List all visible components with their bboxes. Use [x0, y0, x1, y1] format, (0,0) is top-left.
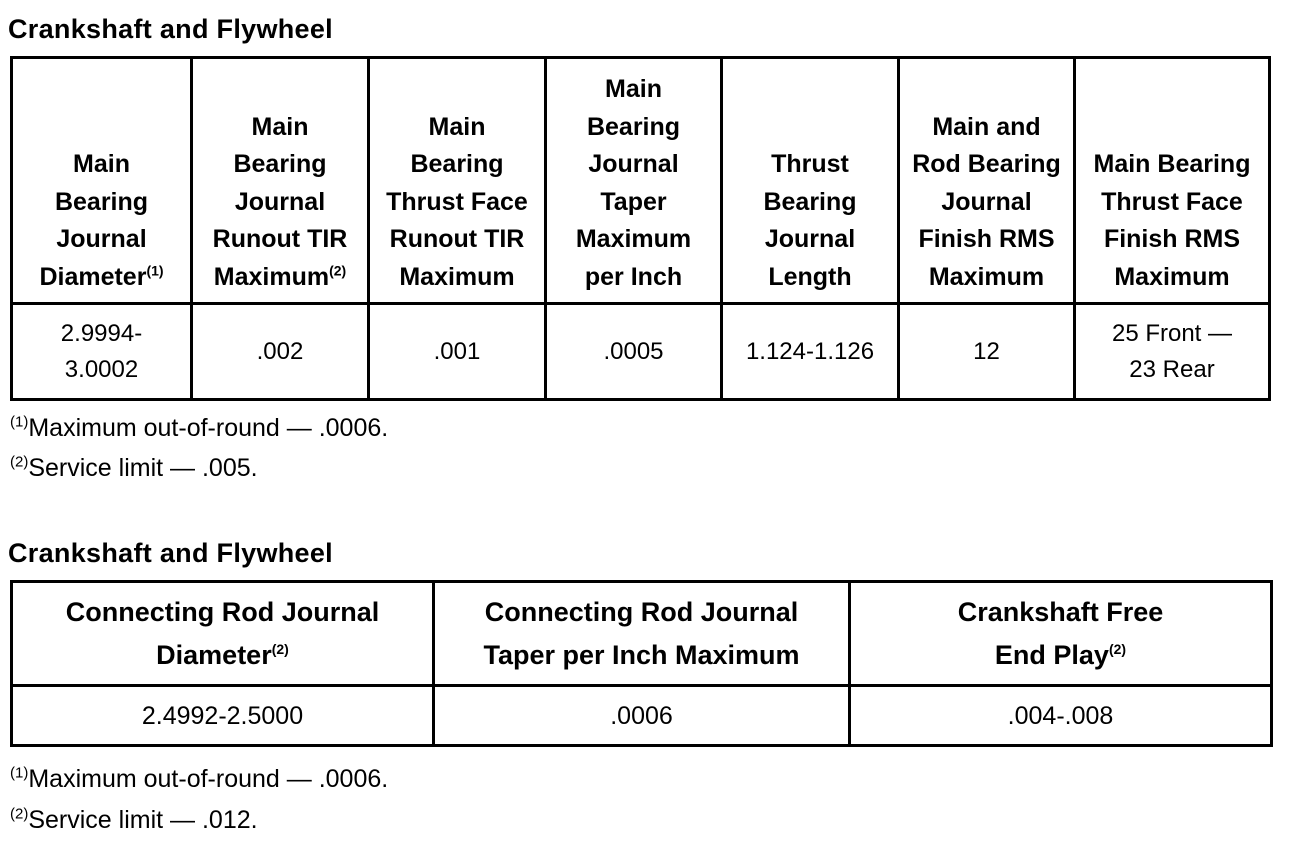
column-header	[434, 582, 850, 686]
table-cell	[850, 686, 1272, 746]
table-cell	[899, 304, 1075, 400]
cell-value: .002	[256, 337, 304, 365]
table-row	[12, 304, 1270, 400]
cell-value: 25 Front —	[1111, 319, 1233, 347]
column-header-line: Finish RMS	[918, 225, 1055, 253]
footnote-marker: (2)	[1108, 640, 1127, 657]
table-cell	[192, 304, 369, 400]
column-header-line: Bearing	[410, 150, 504, 178]
footnote-2: $^{(2)}$Service limit — .005.	[10, 453, 258, 482]
footnote-1: $^{(1)}$Maximum out-of-round — .0006.	[10, 413, 389, 442]
column-header	[12, 58, 192, 304]
column-header-line: Connecting Rod Journal	[65, 596, 380, 627]
column-header-line: per Inch	[584, 262, 683, 291]
cell-value: .001	[433, 337, 481, 365]
column-header-line: Connecting Rod Journal	[484, 596, 799, 627]
column-header	[192, 58, 369, 304]
column-header-line: Main and	[932, 112, 1041, 141]
column-header-line: Bearing	[763, 187, 857, 216]
cell-value: 2.4992-2.5000	[141, 701, 304, 730]
column-header-line: Maximum	[1114, 262, 1230, 291]
column-header-line: Bearing	[586, 112, 681, 141]
cell-value: 3.0002	[64, 355, 139, 383]
table-header-row	[12, 58, 1270, 304]
table-cell	[12, 304, 192, 400]
column-header-line: Maximum	[928, 262, 1045, 291]
footnote-marker: (2)	[329, 262, 347, 279]
table-cell	[1075, 304, 1270, 400]
column-header-line: Journal	[764, 225, 856, 253]
column-header-line: Main	[605, 75, 662, 103]
footnote-1: $^{(1)}$Maximum out-of-round — .0006.	[10, 764, 389, 793]
column-header-line: Main Bearing	[1093, 150, 1251, 178]
column-header-line: Thrust Face	[386, 187, 528, 216]
table-cell	[434, 686, 850, 746]
column-header-line: Runout TIR	[389, 225, 525, 253]
footnote-marker: (2)	[271, 640, 289, 657]
column-header	[722, 58, 899, 304]
crankshaft-flywheel-spec-table-2	[10, 580, 1273, 747]
table-cell	[369, 304, 546, 400]
column-header-line: Thrust Face	[1101, 187, 1243, 216]
column-header	[850, 582, 1272, 686]
footnote-marker: (1)	[146, 262, 164, 279]
column-header	[1075, 58, 1270, 304]
cell-value: 1.124-1.126	[745, 337, 875, 365]
column-header-line: Length	[768, 262, 852, 291]
column-header	[12, 582, 434, 686]
cell-value: 12	[973, 337, 1000, 365]
column-header-line: Crankshaft Free	[957, 596, 1164, 627]
column-header-line: Thrust	[771, 150, 849, 178]
column-header	[369, 58, 546, 304]
column-header-line: Taper	[600, 187, 667, 216]
column-header-line: Runout TIR	[212, 225, 348, 253]
cell-value: .0006	[610, 701, 673, 730]
column-header	[546, 58, 722, 304]
cell-value: 23 Rear	[1129, 355, 1215, 383]
column-header-line: Bearing	[54, 187, 149, 216]
column-header-line: Diameter	[39, 262, 147, 291]
column-header-line: Journal	[941, 187, 1032, 216]
column-header-line: Bearing	[233, 150, 327, 178]
column-header-line: Maximum	[213, 262, 330, 291]
column-header-line: Main	[73, 150, 130, 178]
table-header-row	[12, 582, 1272, 686]
table-cell	[12, 686, 434, 746]
table-row	[12, 686, 1272, 746]
section-title-2: Crankshaft and Flywheel	[8, 538, 333, 568]
column-header-line: End Play	[994, 639, 1109, 670]
column-header-line: Journal	[56, 225, 147, 253]
column-header	[899, 58, 1075, 304]
column-header-line: Main	[251, 112, 309, 141]
column-header-line: Journal	[588, 150, 679, 178]
cell-value: .0005	[603, 337, 664, 365]
cell-value: 2.9994-	[60, 319, 143, 347]
footnote-2: $^{(2)}$Service limit — .012.	[10, 805, 258, 834]
column-header-line: Finish RMS	[1103, 225, 1241, 253]
table-cell	[546, 304, 722, 400]
table-cell	[722, 304, 899, 400]
section-title-1: Crankshaft and Flywheel	[8, 14, 333, 44]
column-header-line: Journal	[234, 187, 326, 216]
column-header-line: Main	[428, 112, 486, 141]
column-header-line: Maximum	[399, 262, 515, 291]
crankshaft-flywheel-spec-table-1	[10, 56, 1271, 401]
column-header-line: Rod Bearing	[912, 150, 1061, 178]
column-header-line: Maximum	[575, 225, 692, 253]
column-header-line: Taper per Inch Maximum	[483, 639, 800, 670]
column-header-line: Diameter	[156, 639, 272, 670]
cell-value: .004-.008	[1007, 701, 1114, 730]
